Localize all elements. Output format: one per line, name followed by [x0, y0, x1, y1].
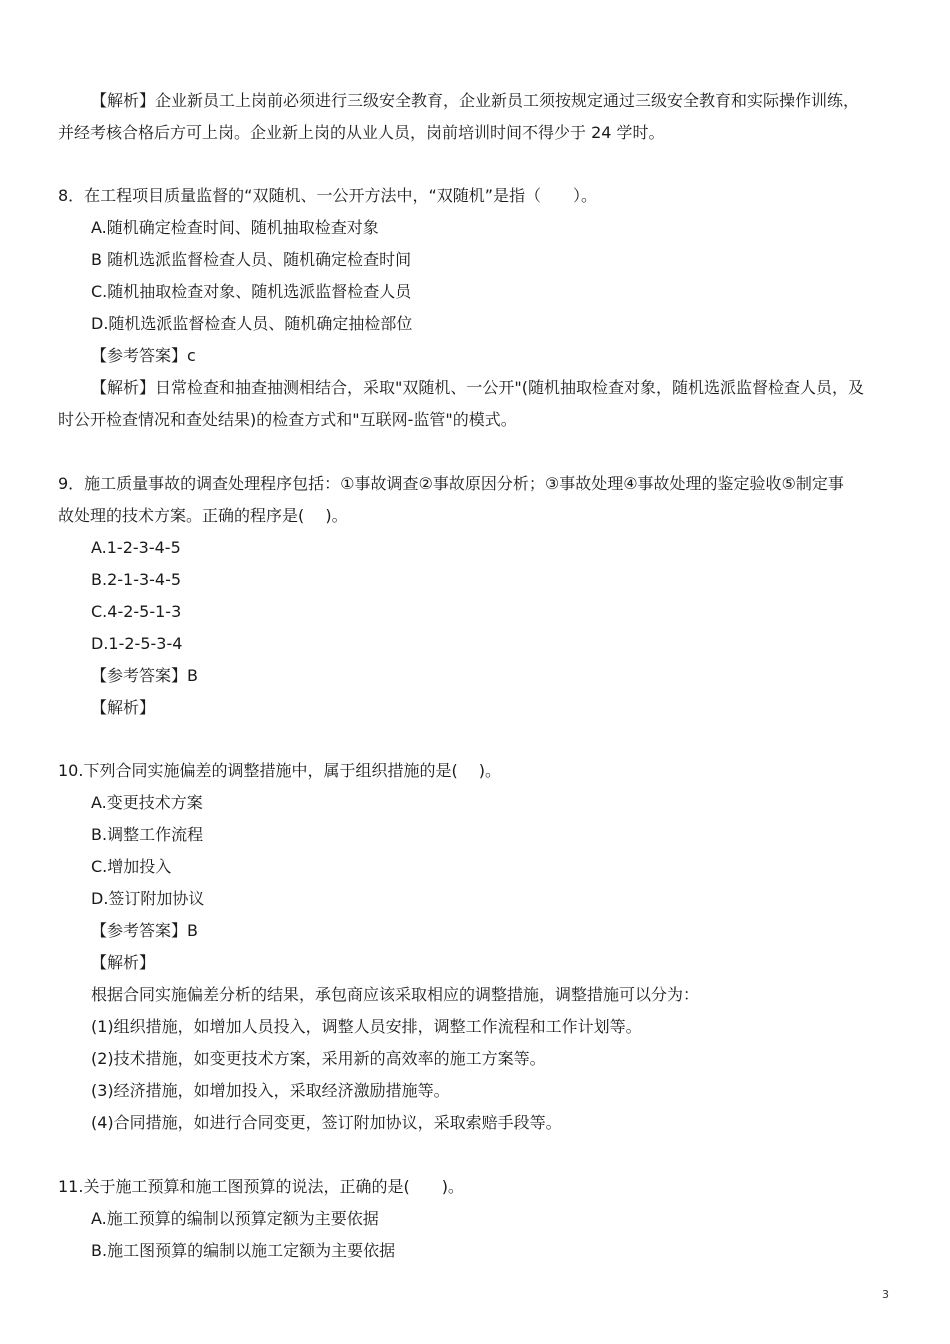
question-10-option-a: A.变更技术方案 — [91, 793, 203, 812]
question-11-option-a: A.施工预算的编制以预算定额为主要依据 — [91, 1209, 379, 1228]
question-8-analysis-line-2: 时公开检查情况和查处结果)的检查方式和"互联网-监管"的模式。 — [58, 410, 517, 429]
question-9-analysis: 【解析】 — [91, 698, 156, 717]
page-number: 3 — [882, 1288, 889, 1301]
question-11-option-b: B.施工图预算的编制以施工定额为主要依据 — [91, 1241, 396, 1260]
question-11-stem: 11.关于施工预算和施工图预算的说法，正确的是( )。 — [58, 1177, 464, 1196]
intro-analysis-line-1: 【解析】企业新员工上岗前必须进行三级安全教育，企业新员工须按规定通过三级安全教育和实际操作训练， — [91, 91, 860, 110]
question-10-detail: (3)经济措施，如增加投入，采取经济激励措施等。 — [91, 1081, 450, 1100]
question-10-option-b: B.调整工作流程 — [91, 825, 204, 844]
intro-analysis-line-2: 并经考核合格后方可上岗。企业新上岗的从业人员，岗前培训时间不得少于 24 学时。 — [58, 123, 665, 142]
question-10-option-d: D.签订附加协议 — [91, 889, 205, 908]
question-9-option-a: A.1-2-3-4-5 — [91, 538, 181, 557]
question-10-option-c: C.增加投入 — [91, 857, 172, 876]
question-9-answer: 【参考答案】B — [91, 666, 198, 685]
question-8-answer: 【参考答案】c — [91, 346, 196, 365]
question-8-option-a: A.随机确定检查时间、随机抽取检查对象 — [91, 218, 379, 237]
question-8-option-c: C.随机抽取检查对象、随机选派监督检查人员 — [91, 282, 412, 301]
question-9-option-b: B.2-1-3-4-5 — [91, 570, 182, 589]
question-10-detail: 根据合同实施偏差分析的结果，承包商应该采取相应的调整措施，调整措施可以分为： — [91, 985, 700, 1004]
question-8-analysis-line-1: 【解析】日常检查和抽查抽测相结合，采取"双随机、一公开"(随机抽取检查对象，随机选派监督检查人员，及 — [91, 378, 864, 397]
question-8-stem: 8．在工程项目质量监督的“双随机、一公开方法中，“双随机”是指（ ）。 — [58, 186, 598, 205]
question-10-detail: (2)技术措施，如变更技术方案，采用新的高效率的施工方案等。 — [91, 1049, 546, 1068]
question-10-answer: 【参考答案】B — [91, 921, 198, 940]
question-9-option-c: C.4-2-5-1-3 — [91, 602, 182, 621]
question-8-option-d: D.随机选派监督检查人员、随机确定抽检部位 — [91, 314, 413, 333]
question-10-analysis: 【解析】 — [91, 953, 156, 972]
question-10-stem: 10.下列合同实施偏差的调整措施中，属于组织措施的是( )。 — [58, 761, 502, 780]
question-9-stem-line-2: 故处理的技术方案。正确的程序是( )。 — [58, 506, 348, 525]
question-10-detail: (4)合同措施，如进行合同变更，签订附加协议，采取索赔手段等。 — [91, 1113, 562, 1132]
question-9-stem-line-1: 9．施工质量事故的调查处理程序包括：①事故调查②事故原因分析；③事故处理④事故处理的鉴定验收⑤制定事 — [58, 474, 844, 493]
question-10-detail: (1)组织措施，如增加人员投入，调整人员安排，调整工作流程和工作计划等。 — [91, 1017, 642, 1036]
question-9-option-d: D.1-2-5-3-4 — [91, 634, 183, 653]
question-8-option-b: B 随机选派监督检查人员、随机确定检查时间 — [91, 250, 412, 269]
